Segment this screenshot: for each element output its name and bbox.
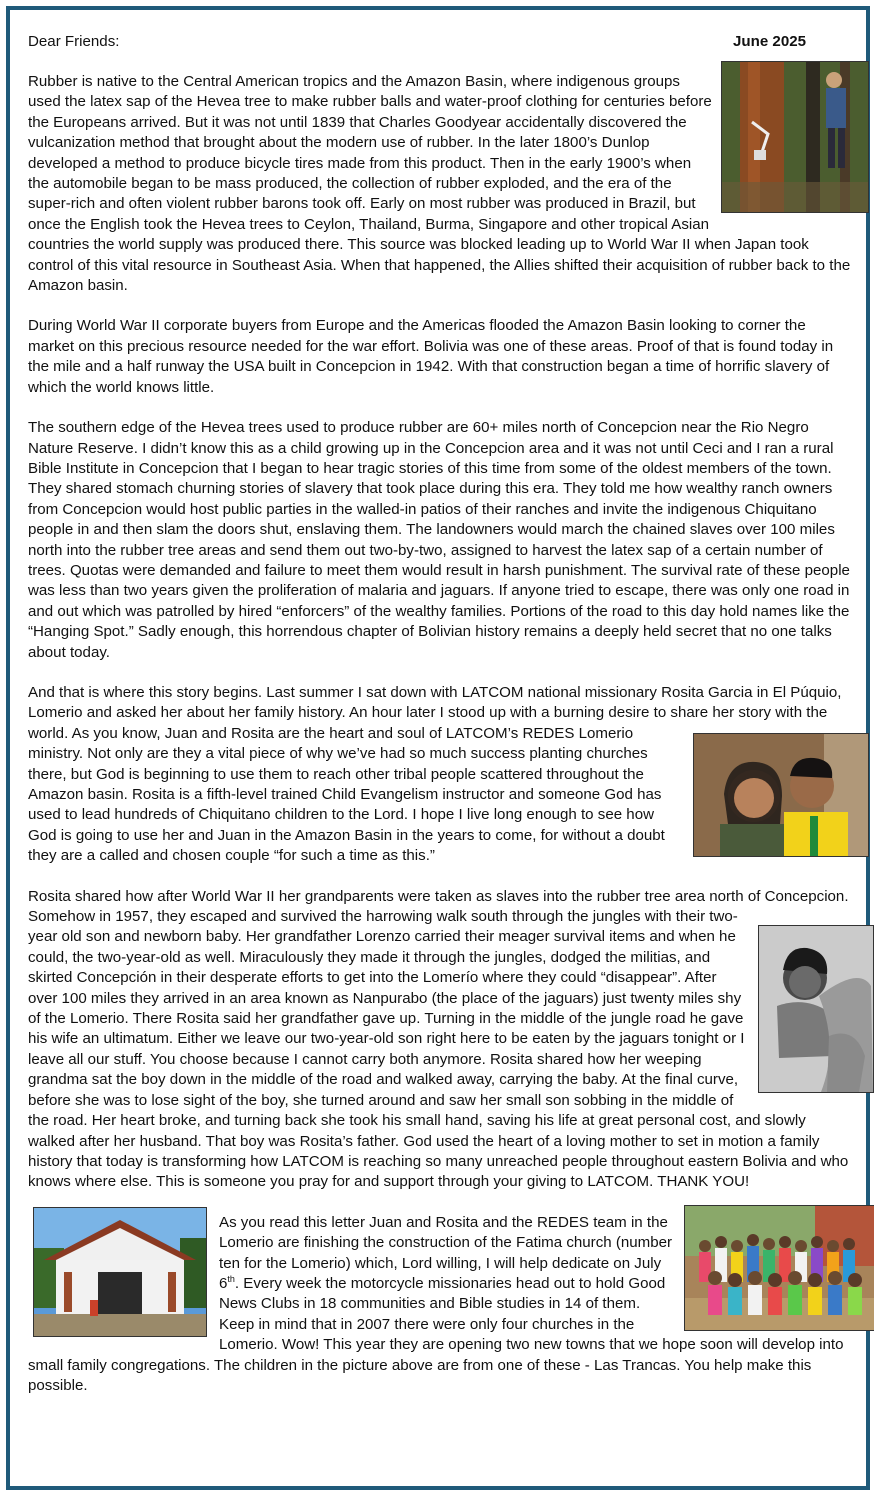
paragraph-6-text-a: As you read this letter Juan and Rosita and the REDES team in the Lomerio are finishing the construction of the Fatima church (number ten for the Lomerio) which, Lord willing, I will help dedicate on July 6: [219, 1213, 673, 1292]
ordinal-suffix: th: [227, 1273, 235, 1284]
paragraph-3: The southern edge of the Hevea trees used to produce rubber are 60+ miles north of Concepcion near the Rio Negro Nature Reserve. I didn’t know this as a child growing up in the Concepcion area and it was not until Ceci and I ran a rural Bible Institute in Concepcion that I began to hear tragic stories of this time from some of the oldest members of the town. They shared stomach churning stories of slavery that took place during this era. They told me how wealthy ranch owners from Concepcion would host public parties in the walled-in patios of their ranches and invite the indigenous Chiquitano people in and then slam the doors shut, enslaving them. The landowners would march the chained slaves over 100 miles north into the rubber tree areas and send them out two-by-two, assigned to harvest the latex sap of a certain number of trees. Quotas were demanded and failure to meet them would result in harsh punishment. The survival rate of these people was less than two years given the proliferation of malaria and jaguars. If anyone tried to escape, there was only one road in and out which was patrolled by hired “enforcers” of the wealthy families. Portions of the road to this day hold names like the “Hanging Spot.” Sadly enough, this horrendous chapter of Bolivian history remains a deeply held secret that no one talks about today.: [28, 419, 850, 661]
child-photo: [758, 925, 874, 1093]
letter-date: June 2025: [733, 33, 806, 50]
paragraph-1: Rubber is native to the Central American tropics and the Amazon Basin, where indigenous groups used the latex sap of the Hevea tree to make rubber balls and water-proof clothing for centuries before the Europeans arrived. But it was not until 1839 that Charles Goodyear accidentally discovered the vulcanization method that brought about the modern use of rubber. In the later 1800’s Dunlop developed a method to produce bicycle tires made from this product. Then in the early 1900’s when the automobile began to be mass produced, the collection of rubber exploded, and the era of the super-rich and often violent rubber barons took off. Early on most rubber was produced in Brazil, but once the English took the Hevea trees to Ceylon, Thailand, Burma, Singapore and other tropical Asian countries the world supply was produced there. This source was blocked leading up to World War II when Japan took control of this vital resource in Southeast Asia. When that happened, the Allies shifted their acquisition of rubber back to the Amazon basin.: [28, 73, 851, 295]
paragraph-6-text-b: . Every week the motorcycle missionaries head out to hold Good News Clubs in 18 communities and Bible studies in 14 of them. Keep in mind that in 2007 there were only four churches in the Lomerio. Wow! This year they are opening two new towns that we hope soon will develop into small family congregations. The children in the picture above are from one of these - Las Trancas. You help make this possible.: [28, 1274, 844, 1394]
letter-frame: [6, 6, 870, 1490]
greeting: Dear Friends:: [28, 33, 120, 50]
letter-body: [28, 32, 854, 1416]
children-group-photo: [684, 1205, 874, 1331]
couple-photo: [693, 733, 869, 857]
paragraph-5: Rosita shared how after World War II her grandparents were taken as slaves into the rubber tree area north of Concepcion. Somehow in 1957, they escaped and survived the harrowing walk south through the jungles with their two-year old son and newborn baby. Her grandfather Lorenzo carried their meager survival items and when he could, the two-year-old as well. Miraculously they made it through the jungles, dodged the militias, and skirted Concepción in their desperate efforts to get into the Lomerío where they could “disappear”. After over 100 miles they arrived in an area known as Nanpurabo (the place of the jaguars) just twenty miles shy of the Lomerio. There Rosita said her grandfather gave up. Turning in the middle of the jungle road he gave his wife an ultimatum. Either we leave our two-year-old son right here to be eaten by the jaguars tonight or I leave all our stuff. You choose because I cannot carry both anymore. Rosita shared how her weeping grandma sat the boy down in the middle of the road and walked away, carrying the baby. At the final curve, before she was to lose sight of the boy, she turned around and saw her small son sobbing in the middle of the road. Her heart broke, and turning back she took his small hand, saving his life at great personal cost, and slowly walked after her husband. That boy was Rosita’s father. God used the heart of a loving mother to set in motion a family history that today is transforming how LATCOM is reaching so many unreached people throughout eastern Bolivia and who knows where else. This is someone you pray for and support through your giving to LATCOM. THANK YOU!: [28, 887, 849, 1191]
letter-header: [28, 32, 854, 52]
paragraph-4: And that is where this story begins. Last summer I sat down with LATCOM national missionary Rosita Garcia in El Púquio, Lomerio and asked her about her family history. An hour later I stood up with a burning desire to share her story with the world. As you know, Juan and Rosita are the heart and soul of LATCOM’s REDES Lomerio ministry. Not only are they a vital piece of why we’ve had so much success planting churches there, but God is beginning to use them to reach other tribal people scattered throughout the Amazon basin. Rosita is a fifth-level trained Child Evangelism instructor and someone God has used to lead hundreds of Chiquitano children to the Lord. I hope I live long enough to see how God is going to use her and Juan in the Amazon Basin in the years to come, for without a doubt they are a called and chosen couple “for such a time as this.”: [28, 683, 842, 865]
paragraph-2: During World War II corporate buyers from Europe and the Americas flooded the Amazon Basin looking to corner the market on this precious resource needed for the war effort. Bolivia was one of these areas. Proof of that is found today in the mile and a half runway the USA built in Concepcion in 1942. With that construction began a time of horrific slavery of which the world knows little.: [28, 317, 834, 396]
church-photo: [33, 1207, 207, 1337]
rubber-tree-photo: [721, 61, 869, 213]
